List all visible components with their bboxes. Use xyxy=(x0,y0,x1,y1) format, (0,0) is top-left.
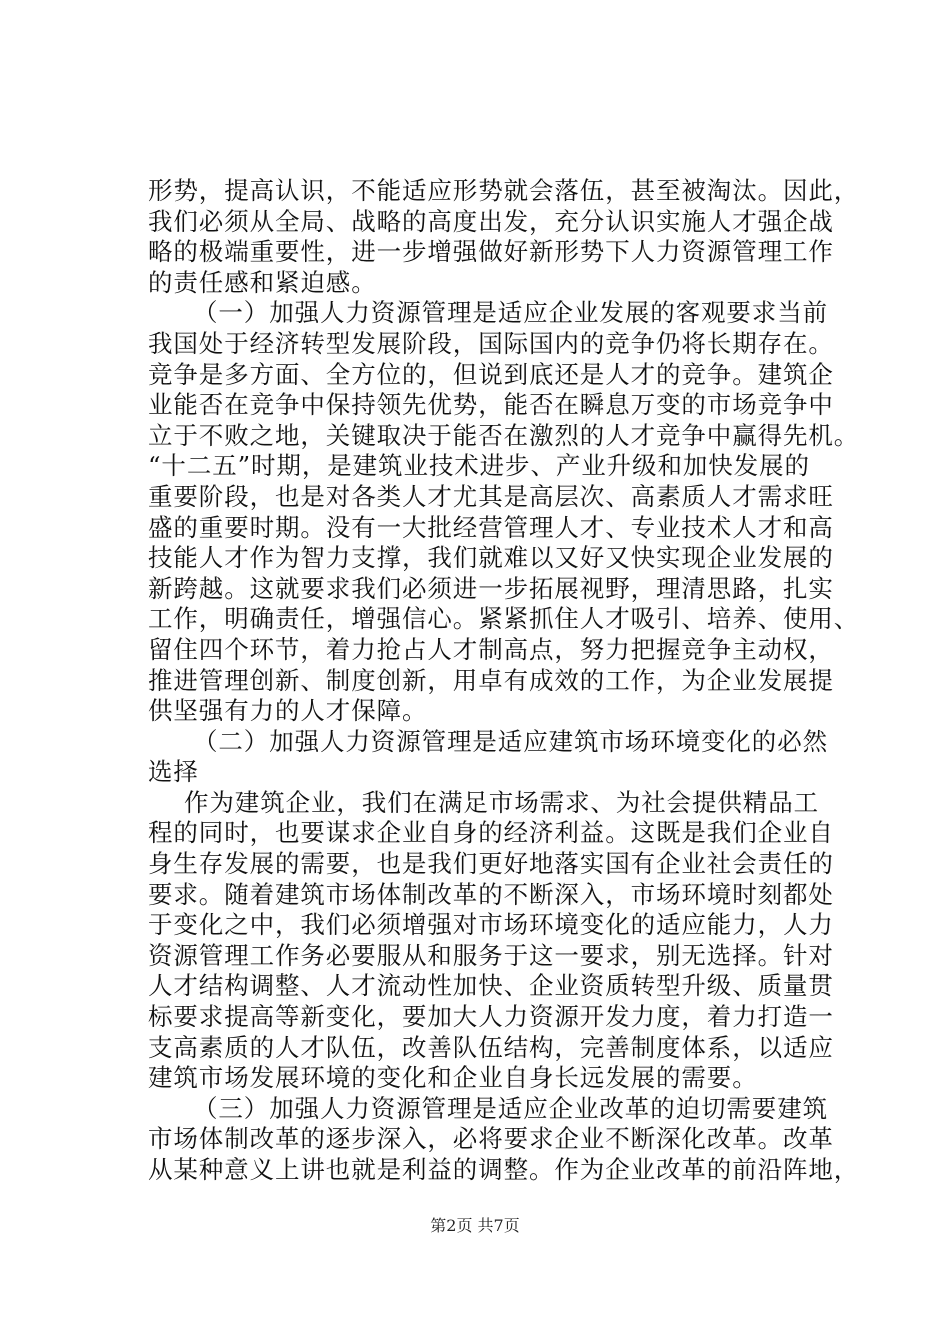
text-line: 程的同时，也要谋求企业自身的经济利益。这既是我们企业自 xyxy=(148,818,834,848)
text-line: 资源管理工作务必要服从和服务于这一要求，别无选择。针对 xyxy=(148,940,834,970)
paragraph-first-line: 作为建筑企业，我们在满足市场需求、为社会提供精品工 xyxy=(184,787,819,817)
text-line: 市场体制改革的逐步深入，必将要求企业不断深化改革。改革 xyxy=(148,1124,834,1154)
text-line: 重要阶段，也是对各类人才尤其是高层次、高素质人才需求旺 xyxy=(148,481,834,511)
text-line: 支高素质的人才队伍，改善队伍结构，完善制度体系，以适应 xyxy=(148,1032,834,1062)
text-line: 留住四个环节，着力抢占人才制高点，努力把握竞争主动权， xyxy=(148,634,834,664)
text-line: 新跨越。这就要求我们必须进一步拓展视野，理清思路，扎实 xyxy=(148,573,834,603)
section-heading-line: （三）加强人力资源管理是适应企业改革的迫切需要建筑 xyxy=(193,1093,828,1123)
text-line: 人才结构调整、人才流动性加快、企业资质转型升级、质量贯 xyxy=(148,971,834,1001)
section-heading-line: （一）加强人力资源管理是适应企业发展的客观要求当前 xyxy=(193,298,828,328)
text-line: 略的极端重要性，进一步增强做好新形势下人力资源管理工作 xyxy=(148,237,834,267)
text-line: 盛的重要时期。没有一大批经营管理人才、专业技术人才和高 xyxy=(148,512,834,542)
section-heading-line: （二）加强人力资源管理是适应建筑市场环境变化的必然 xyxy=(193,726,828,756)
text-line: 业能否在竞争中保持领先优势，能否在瞬息万变的市场竞争中 xyxy=(148,390,834,420)
text-line: 从某种意义上讲也就是利益的调整。作为企业改革的前沿阵地， xyxy=(148,1155,860,1184)
text-line: 工作，明确责任，增强信心。紧紧抓住人才吸引、培养、使用、 xyxy=(148,604,860,634)
document-body xyxy=(148,176,860,1186)
page-number-footer: 第2页 共7页 xyxy=(430,1216,520,1235)
text-line: 于变化之中，我们必须增强对市场环境变化的适应能力，人力 xyxy=(148,910,834,940)
text-line: 形势，提高认识，不能适应形势就会落伍，甚至被淘汰。因此， xyxy=(148,176,860,205)
text-line: 技能人才作为智力支撑，我们就难以又好又快实现企业发展的 xyxy=(148,543,834,573)
text-line: 建筑市场发展环境的变化和企业自身长远发展的需要。 xyxy=(148,1063,758,1093)
text-line: 的责任感和紧迫感。 xyxy=(148,267,377,297)
text-line: 我国处于经济转型发展阶段，国际国内的竞争仍将长期存在。 xyxy=(148,328,834,358)
text-line: 身生存发展的需要，也是我们更好地落实国有企业社会责任的 xyxy=(148,849,834,879)
text-line: 竞争是多方面、全方位的，但说到底还是人才的竞争。建筑企 xyxy=(148,359,834,389)
text-line: 供坚强有力的人才保障。 xyxy=(148,696,428,726)
text-line: “十二五”时期，是建筑业技术进步、产业升级和加快发展的 xyxy=(148,451,810,481)
text-line: 标要求提高等新变化，要加大人力资源开发力度，着力打造一 xyxy=(148,1002,834,1032)
text-line: 我们必须从全局、战略的高度出发，充分认识实施人才强企战 xyxy=(148,206,834,236)
text-line: 立于不败之地，关键取决于能否在激烈的人才竞争中赢得先机。 xyxy=(148,420,860,450)
text-line: 要求。随着建筑市场体制改革的不断深入，市场环境时刻都处 xyxy=(148,879,834,909)
text-line: 选择 xyxy=(148,757,199,787)
text-line: 推进管理创新、制度创新，用卓有成效的工作，为企业发展提 xyxy=(148,665,834,695)
